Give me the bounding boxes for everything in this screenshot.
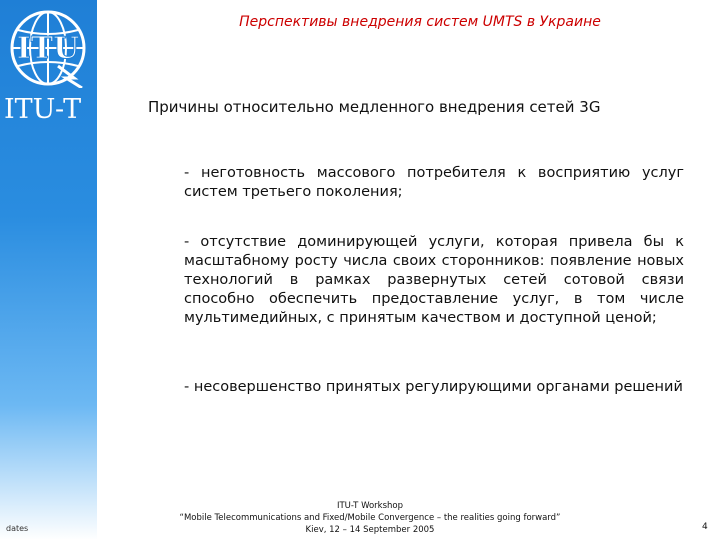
- page-number: 4: [702, 522, 708, 532]
- slide-subtitle: Причины относительно медленного внедрения сетей 3G: [148, 98, 601, 116]
- footer-line-1: ITU-T Workshop: [336, 501, 404, 511]
- sidebar: [0, 0, 97, 540]
- bullet-item-1: - неготовность массового потребителя к восприятию услуг систем третьего поколения;: [184, 165, 684, 200]
- svg-text:ITU: ITU: [16, 31, 80, 66]
- bullet-item-2: - отсутствие доминирующей услуги, которая привела бы к масштабному росту числа своих сторонников: появление новых технологий в рамках развернутых сетей сотовой связи способно обеспечить предоставление услуг, в том числе мультимедийных, с принятым качеством и доступной ценой;: [184, 234, 684, 326]
- itu-logo-icon: [8, 8, 88, 88]
- footer-line-2: “Mobile Telecommunications and Fixed/Mobile Convergence – the realities going forward”: [179, 513, 561, 523]
- brand-label: ITU-T: [4, 94, 82, 125]
- header-title: Перспективы внедрения систем UMTS в Украине: [239, 14, 601, 30]
- dates-label: dates: [6, 524, 29, 533]
- bullet-item-3: - несовершенство принятых регулирующими органами решений: [184, 379, 683, 395]
- footer: [110, 500, 630, 536]
- footer-line-3: Kiev, 12 – 14 September 2005: [305, 525, 435, 535]
